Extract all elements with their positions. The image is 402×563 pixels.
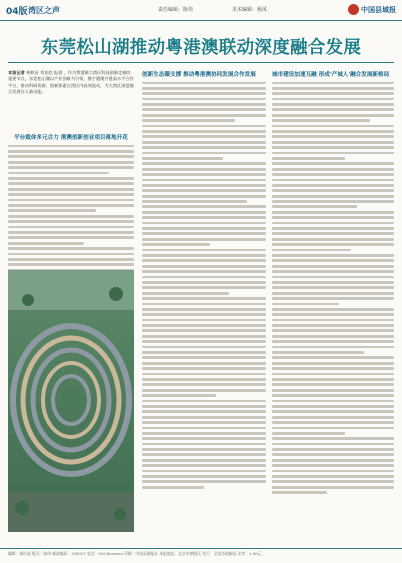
byline-text: 林梓辰 刘佳欣 报道 ，作为粤港澳大湾区科技创新走廊的重要节点，东莞松山湖以产业创新为引领，携手港澳共建高水平合作平台，推动科研资源、创新要素在湾区内高效流动，为大湾区深度融合发展注入新动能。 xyxy=(8,70,134,94)
editor-credit: 责任编辑：陈伟 xyxy=(158,7,194,13)
photo-illustration xyxy=(8,270,134,532)
column-3 xyxy=(272,70,394,494)
logo-text: 中国县域报 xyxy=(361,4,396,14)
logo-mark-icon xyxy=(348,4,359,15)
column-1 xyxy=(8,70,134,271)
headline-divider xyxy=(8,62,394,63)
column-2 xyxy=(142,70,266,489)
body-text-block xyxy=(142,82,266,489)
designer-credit: 美术编辑：杨凤 xyxy=(232,7,268,13)
page-number: 04版 xyxy=(6,7,28,17)
body-text-block xyxy=(272,82,394,494)
page-header xyxy=(0,0,402,21)
byline xyxy=(8,70,134,95)
subheading-3: 城市建设加速互融 形成'产城人'融合发展新格局 xyxy=(272,72,390,78)
newspaper-logo xyxy=(348,3,396,16)
page-footer: 编辑：杨红丽 版式：陈伟 邮政编码：100027 电话：010-8xxxxxx 印刷：中国县域报社 本报地址：北京市朝阳区 发行：全国各地邮局 定价：1.50元 xyxy=(0,548,402,563)
subheading-2: 创新生态圈支撑 推动粤港澳协同发展合作发展 xyxy=(142,72,256,78)
article-headline: 东莞松山湖推动粤港澳联动深度融合发展 xyxy=(40,38,362,58)
aerial-photo-campus xyxy=(8,270,134,532)
subheading-1: 平台载体多元合力 港澳创新创业项目落地开花 xyxy=(14,135,128,142)
byline-author: 本报记者 xyxy=(8,70,25,75)
body-text-block xyxy=(8,145,134,272)
section-name: 湾区之声 xyxy=(28,6,60,15)
